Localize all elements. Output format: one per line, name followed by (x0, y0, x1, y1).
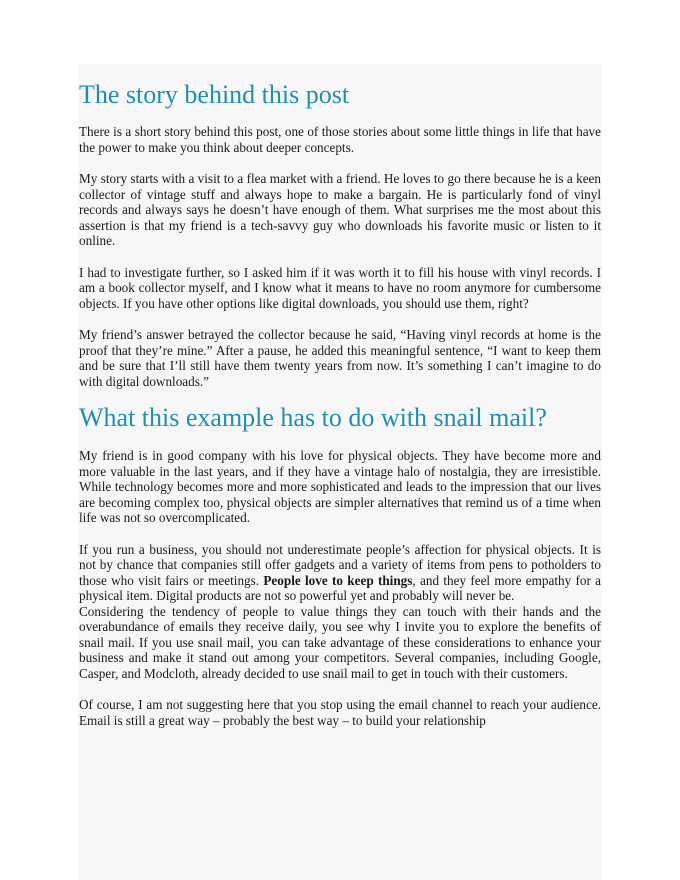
business-text-start: If you run a business, you should not underestimate people’s affection for physical objects. It is not by chance that companies still offer gadgets and a variety of items from pens to potholders to those who visit fairs or meetings. (79, 541, 601, 588)
paragraph-snail-mail-benefits: Considering the tendency of people to value things they can touch with their hands and the overabundance of emails they receive daily, you see why I invite you to explore the benefits of snail mail. If you use snail mail, you can take advantage of these considerations to enhance your business and make it stand out among your competitors. Several companies, including Google, Casper, and Modcloth, already decided to use snail mail to get in touch with their customers. (79, 603, 601, 681)
paragraph-physical-objects: My friend is in good company with his love for physical objects. They have become more and more valuable in the last years, and if they have a vintage halo of nostalgia, they are irresistible. While technology becomes more and more sophisticated and leads to the impression that our lives are becoming complex too, physical objects are simpler alternatives that remind us of a time when life was not so overcomplicated. (79, 448, 601, 525)
section-heading-snail-mail: What this example has to do with snail mail? (79, 403, 547, 432)
article-content (78, 64, 602, 880)
paragraph-flea-market: My story starts with a visit to a flea market with a friend. He loves to go there because he is a keen collector of vintage stuff and always hope to make a bargain. He is particularly fond of vinyl records and always says he doesn’t have enough of them. What surprises me the most about this assertion is that my friend is a tech-savvy guy who downloads his favorite music or listen to it online. (79, 171, 601, 248)
business-text-end: , and they feel more empathy for a physical item. Digital products are not so powerful yet and probably will never be. (79, 572, 601, 603)
bold-emphasis: People love to keep things (263, 572, 413, 588)
section-heading-story: The story behind this post (79, 80, 350, 109)
paragraph-business (79, 542, 601, 604)
paragraph-investigate: I had to investigate further, so I asked him if it was worth it to fill his house with vinyl records. I am a book collector myself, and I know what it means to have no room anymore for cumbersome objects. If you have other options like digital downloads, you should use them, right? (79, 264, 601, 311)
paragraph-friend-answer: My friend’s answer betrayed the collector because he said, “Having vinyl records at home is the proof that they’re mine.” After a pause, he added this meaningful sentence, “I want to keep them and be sure that I’ll still have them twenty years from now. It’s something I can’t imagine to do with digital downloads.” (79, 327, 601, 389)
paragraph-email-channel: Of course, I am not suggesting here that you stop using the email channel to reach your audience. Email is still a great way – probably the best way – to build your relationship (79, 697, 601, 728)
paragraph-intro: There is a short story behind this post, one of those stories about some little things in life that have the power to make you think about deeper concepts. (79, 124, 601, 155)
